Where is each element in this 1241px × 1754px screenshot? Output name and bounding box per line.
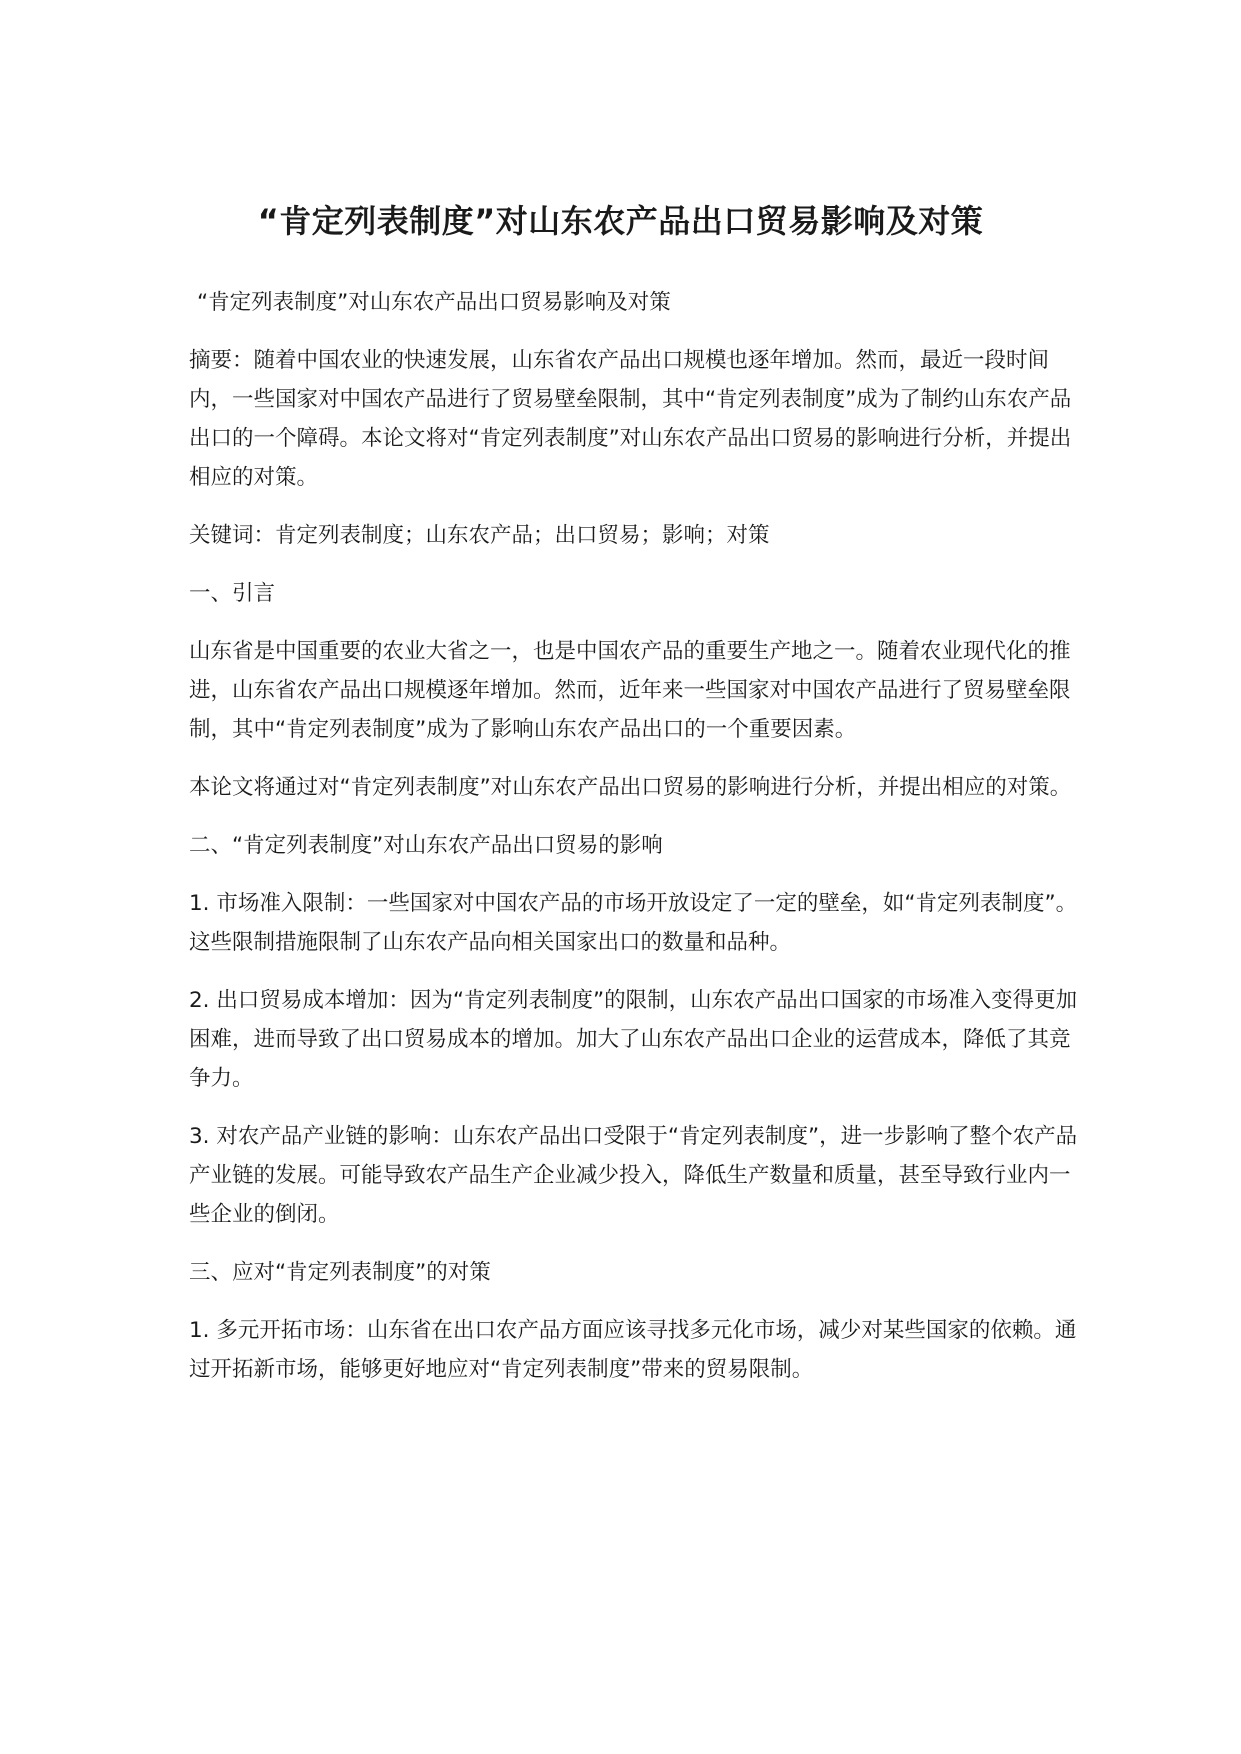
list-item-paragraph: 1. 市场准入限制：一些国家对中国农产品的市场开放设定了一定的壁垒，如“肯定列表制度”。这些限制措施限制了山东农产品向相关国家出口的数量和品种。 — [189, 891, 1078, 955]
list-item-paragraph: 3. 对农产品产业链的影响：山东农产品出口受限于“肯定列表制度”，进一步影响了整个农产品产业链的发展。可能导致农产品生产企业减少投入，降低生产数量和质量，甚至导致行业内一些企业的倒闭。 — [189, 1124, 1078, 1227]
subtitle-paragraph: “肯定列表制度”对山东农产品出口贸易影响及对策 — [197, 290, 671, 315]
section-heading-countermeasures: 三、应对“肯定列表制度”的对策 — [189, 1260, 491, 1285]
section-heading-impact: 二、“肯定列表制度”对山东农产品出口贸易的影响 — [189, 833, 663, 858]
document-body — [189, 283, 1079, 1408]
abstract-paragraph: 摘要：随着中国农业的快速发展，山东省农产品出口规模也逐年增加。然而，最近一段时间内，一些国家对中国农产品进行了贸易壁垒限制，其中“肯定列表制度”成为了制约山东农产品出口的一个障碍。本论文将对“肯定列表制度”对山东农产品出口贸易的影响进行分析，并提出相应的对策。 — [189, 348, 1072, 490]
list-item-paragraph: 1. 多元开拓市场：山东省在出口农产品方面应该寻找多元化市场，减少对某些国家的依赖。通过开拓新市场，能够更好地应对“肯定列表制度”带来的贸易限制。 — [189, 1318, 1077, 1382]
document-title: “肯定列表制度”对山东农产品出口贸易影响及对策 — [257, 202, 984, 241]
keywords-paragraph: 关键词：肯定列表制度；山东农产品；出口贸易；影响；对策 — [189, 523, 770, 548]
body-paragraph: 本论文将通过对“肯定列表制度”对山东农产品出口贸易的影响进行分析，并提出相应的对策。 — [189, 775, 1072, 800]
list-item-paragraph: 2. 出口贸易成本增加：因为“肯定列表制度”的限制，山东农产品出口国家的市场准入变得更加困难，进而导致了出口贸易成本的增加。加大了山东农产品出口企业的运营成本，降低了其竞争力。 — [189, 988, 1078, 1091]
section-heading-introduction: 一、引言 — [189, 581, 276, 606]
body-paragraph: 山东省是中国重要的农业大省之一，也是中国农产品的重要生产地之一。随着农业现代化的推进，山东省农产品出口规模逐年增加。然而，近年来一些国家对中国农产品进行了贸易壁垒限制，其中“肯定列表制度”成为了影响山东农产品出口的一个重要因素。 — [189, 639, 1071, 742]
